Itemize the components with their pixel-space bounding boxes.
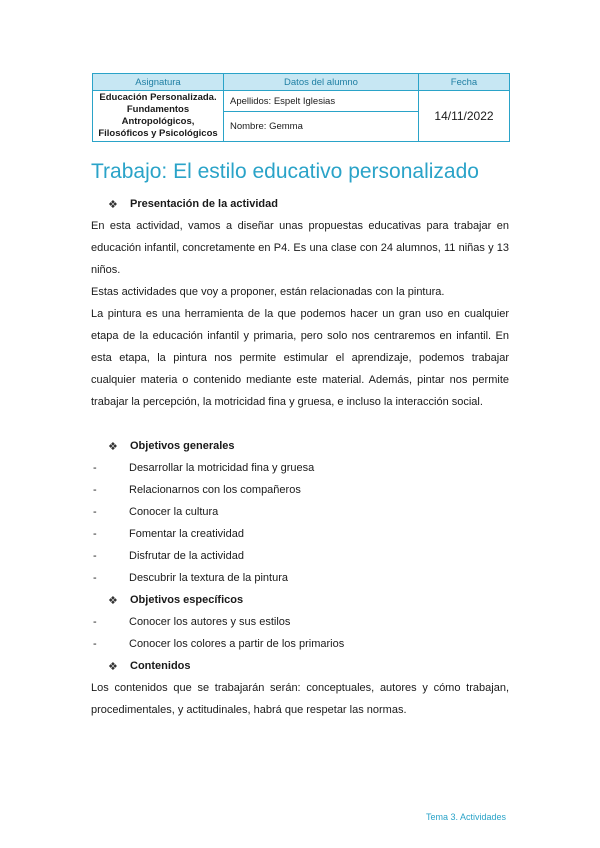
surnames-cell: Apellidos: Espelt Iglesias xyxy=(224,91,419,112)
list-item-text: Desarrollar la motricidad fina y gruesa xyxy=(129,462,315,474)
dash-bullet-icon: - xyxy=(93,550,97,562)
page-title: Trabajo: El estilo educativo personalizado xyxy=(91,160,479,183)
document-body xyxy=(91,193,509,721)
subject-line: Antropológicos, xyxy=(121,116,195,127)
dash-bullet-icon: - xyxy=(93,528,97,540)
paragraph: Los contenidos que se trabajarán serán: conceptuales, autores y cómo trabajan, procedimentales, y actitudinales, habrá que respetar las normas. xyxy=(91,682,509,716)
diamond-bullet-icon: ❖ xyxy=(108,198,118,211)
diamond-bullet-icon: ❖ xyxy=(108,594,118,607)
list-item-text: Descubrir la textura de la pintura xyxy=(129,572,288,584)
dash-bullet-icon: - xyxy=(93,462,97,474)
header-student-label: Datos del alumno xyxy=(224,74,419,91)
paragraph: En esta actividad, vamos a diseñar unas propuestas educativas para trabajar en educación infantil, concretamente en P4. Es una clase con 24 alumnos, 11 niñas y 13 niños. xyxy=(91,220,509,276)
list-item xyxy=(91,479,509,501)
subject-line: Fundamentos xyxy=(126,104,190,115)
header-date-label: Fecha xyxy=(419,74,510,91)
section-heading-label: Objetivos específicos xyxy=(130,594,244,606)
list-item xyxy=(91,567,509,589)
list-item xyxy=(91,523,509,545)
list-item-text: Conocer los colores a partir de los primarios xyxy=(129,638,345,650)
list-item xyxy=(91,611,509,633)
paragraph: La pintura es una herramienta de la que podemos hacer un gran uso en cualquier etapa de la educación infantil y primaria, pero solo nos centraremos en infantil. En esta etapa, la pintura nos permite estimular el aprendizaje, podemos trabajar cualquier materia o contenido mediante este material. Además, pintar nos permite trabajar la percepción, la motricidad fina y gruesa, e incluso la interacción social. xyxy=(91,308,509,408)
header-subject-label: Asignatura xyxy=(93,74,224,91)
section-heading-contents xyxy=(91,655,509,677)
page-footer: Tema 3. Actividades xyxy=(425,812,506,822)
list-item-text: Relacionarnos con los compañeros xyxy=(129,484,301,496)
list-item xyxy=(91,633,509,655)
list-item-text: Conocer los autores y sus estilos xyxy=(129,616,291,628)
dash-bullet-icon: - xyxy=(93,638,97,650)
dash-bullet-icon: - xyxy=(93,616,97,628)
section-heading-presentation xyxy=(91,193,509,215)
date-cell: 14/11/2022 xyxy=(419,91,510,142)
section-heading-label: Presentación de la actividad xyxy=(130,198,278,210)
list-item xyxy=(91,457,509,479)
subject-line: Educación Personalizada. xyxy=(99,92,217,103)
list-item-text: Conocer la cultura xyxy=(129,506,219,518)
section-heading-specific-objectives xyxy=(91,589,509,611)
header-table xyxy=(92,73,510,142)
list-item-text: Fomentar la creatividad xyxy=(129,528,244,540)
list-item xyxy=(91,501,509,523)
name-cell: Nombre: Gemma xyxy=(224,112,419,142)
diamond-bullet-icon: ❖ xyxy=(108,660,118,673)
list-item-text: Disfrutar de la actividad xyxy=(129,550,244,562)
dash-bullet-icon: - xyxy=(93,506,97,518)
section-heading-label: Objetivos generales xyxy=(130,440,235,452)
dash-bullet-icon: - xyxy=(93,572,97,584)
section-heading-general-objectives xyxy=(91,435,509,457)
subject-line: Filosóficos y Psicológicos xyxy=(98,128,218,139)
subject-cell xyxy=(93,91,224,142)
dash-bullet-icon: - xyxy=(93,484,97,496)
section-heading-label: Contenidos xyxy=(130,660,191,672)
paragraph: Estas actividades que voy a proponer, están relacionadas con la pintura. xyxy=(91,286,445,298)
diamond-bullet-icon: ❖ xyxy=(108,440,118,453)
list-item xyxy=(91,545,509,567)
